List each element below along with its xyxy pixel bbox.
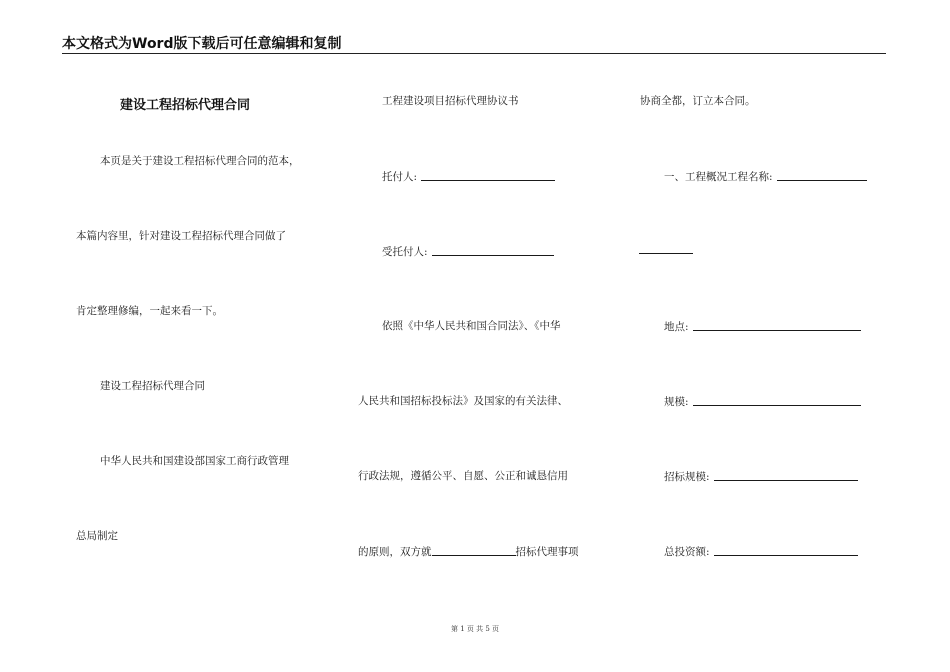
agent-field <box>382 245 554 258</box>
agent-blank <box>432 245 554 256</box>
basis-line-2: 人民共和国招标投标法》及国家的有关法律、 <box>358 395 568 407</box>
location-field <box>664 320 861 333</box>
investment-field <box>664 545 858 558</box>
basis-line-4-post: 招标代理事项 <box>515 546 579 558</box>
location-label: 地点: <box>664 321 689 333</box>
project-name-field <box>664 170 867 183</box>
page-footer: 第 1 页 共 5 页 <box>450 625 500 633</box>
basis-line-4-pre: 的原则，双方就 <box>358 546 432 558</box>
basis-line-3: 行政法规，遵循公平、自愿、公正和诚恳信用 <box>358 470 568 482</box>
intro-line-3: 肯定整理修编，一起来看一下。 <box>76 305 223 317</box>
agent-label: 受托付人: <box>382 246 428 258</box>
contract-title: 建设工程招标代理合同 <box>120 98 251 113</box>
basis-line-1: 依照《中华人民共和国合同法》、《中华 <box>382 320 561 332</box>
issuer-line-2: 总局制定 <box>76 530 118 542</box>
consensus-line: 协商全都，订立本合同。 <box>640 95 756 107</box>
basis-line-4 <box>358 545 579 558</box>
project-name-blank-continued <box>639 253 693 254</box>
header-divider <box>62 53 886 54</box>
scale-field <box>664 395 861 408</box>
issuer-line-1: 中华人民共和国建设部国家工商行政管理 <box>100 455 289 467</box>
client-blank <box>421 170 555 181</box>
intro-line-2: 本篇内容里，针对建设工程招标代理合同做了 <box>76 230 286 242</box>
client-field <box>382 170 555 183</box>
investment-blank <box>714 545 858 556</box>
document-header: 本文格式为Word版下载后可任意编辑和复制 <box>62 36 342 52</box>
bid-scale-field <box>664 470 858 483</box>
project-name-blank <box>777 170 867 181</box>
scale-blank <box>693 395 861 406</box>
bid-scale-label: 招标规模: <box>664 471 710 483</box>
bid-scale-blank <box>714 470 858 481</box>
contract-subtitle: 建设工程招标代理合同 <box>100 380 205 392</box>
location-blank <box>693 320 861 331</box>
client-label: 托付人: <box>382 171 418 183</box>
intro-line-1: 本页是关于建设工程招标代理合同的范本， <box>100 155 300 167</box>
scale-label: 规模: <box>664 396 689 408</box>
investment-label: 总投资额: <box>664 546 710 558</box>
project-name-label: 一、工程概况工程名称: <box>664 171 773 183</box>
agreement-title: 工程建设项目招标代理协议书 <box>382 95 519 107</box>
matter-blank <box>432 545 516 556</box>
